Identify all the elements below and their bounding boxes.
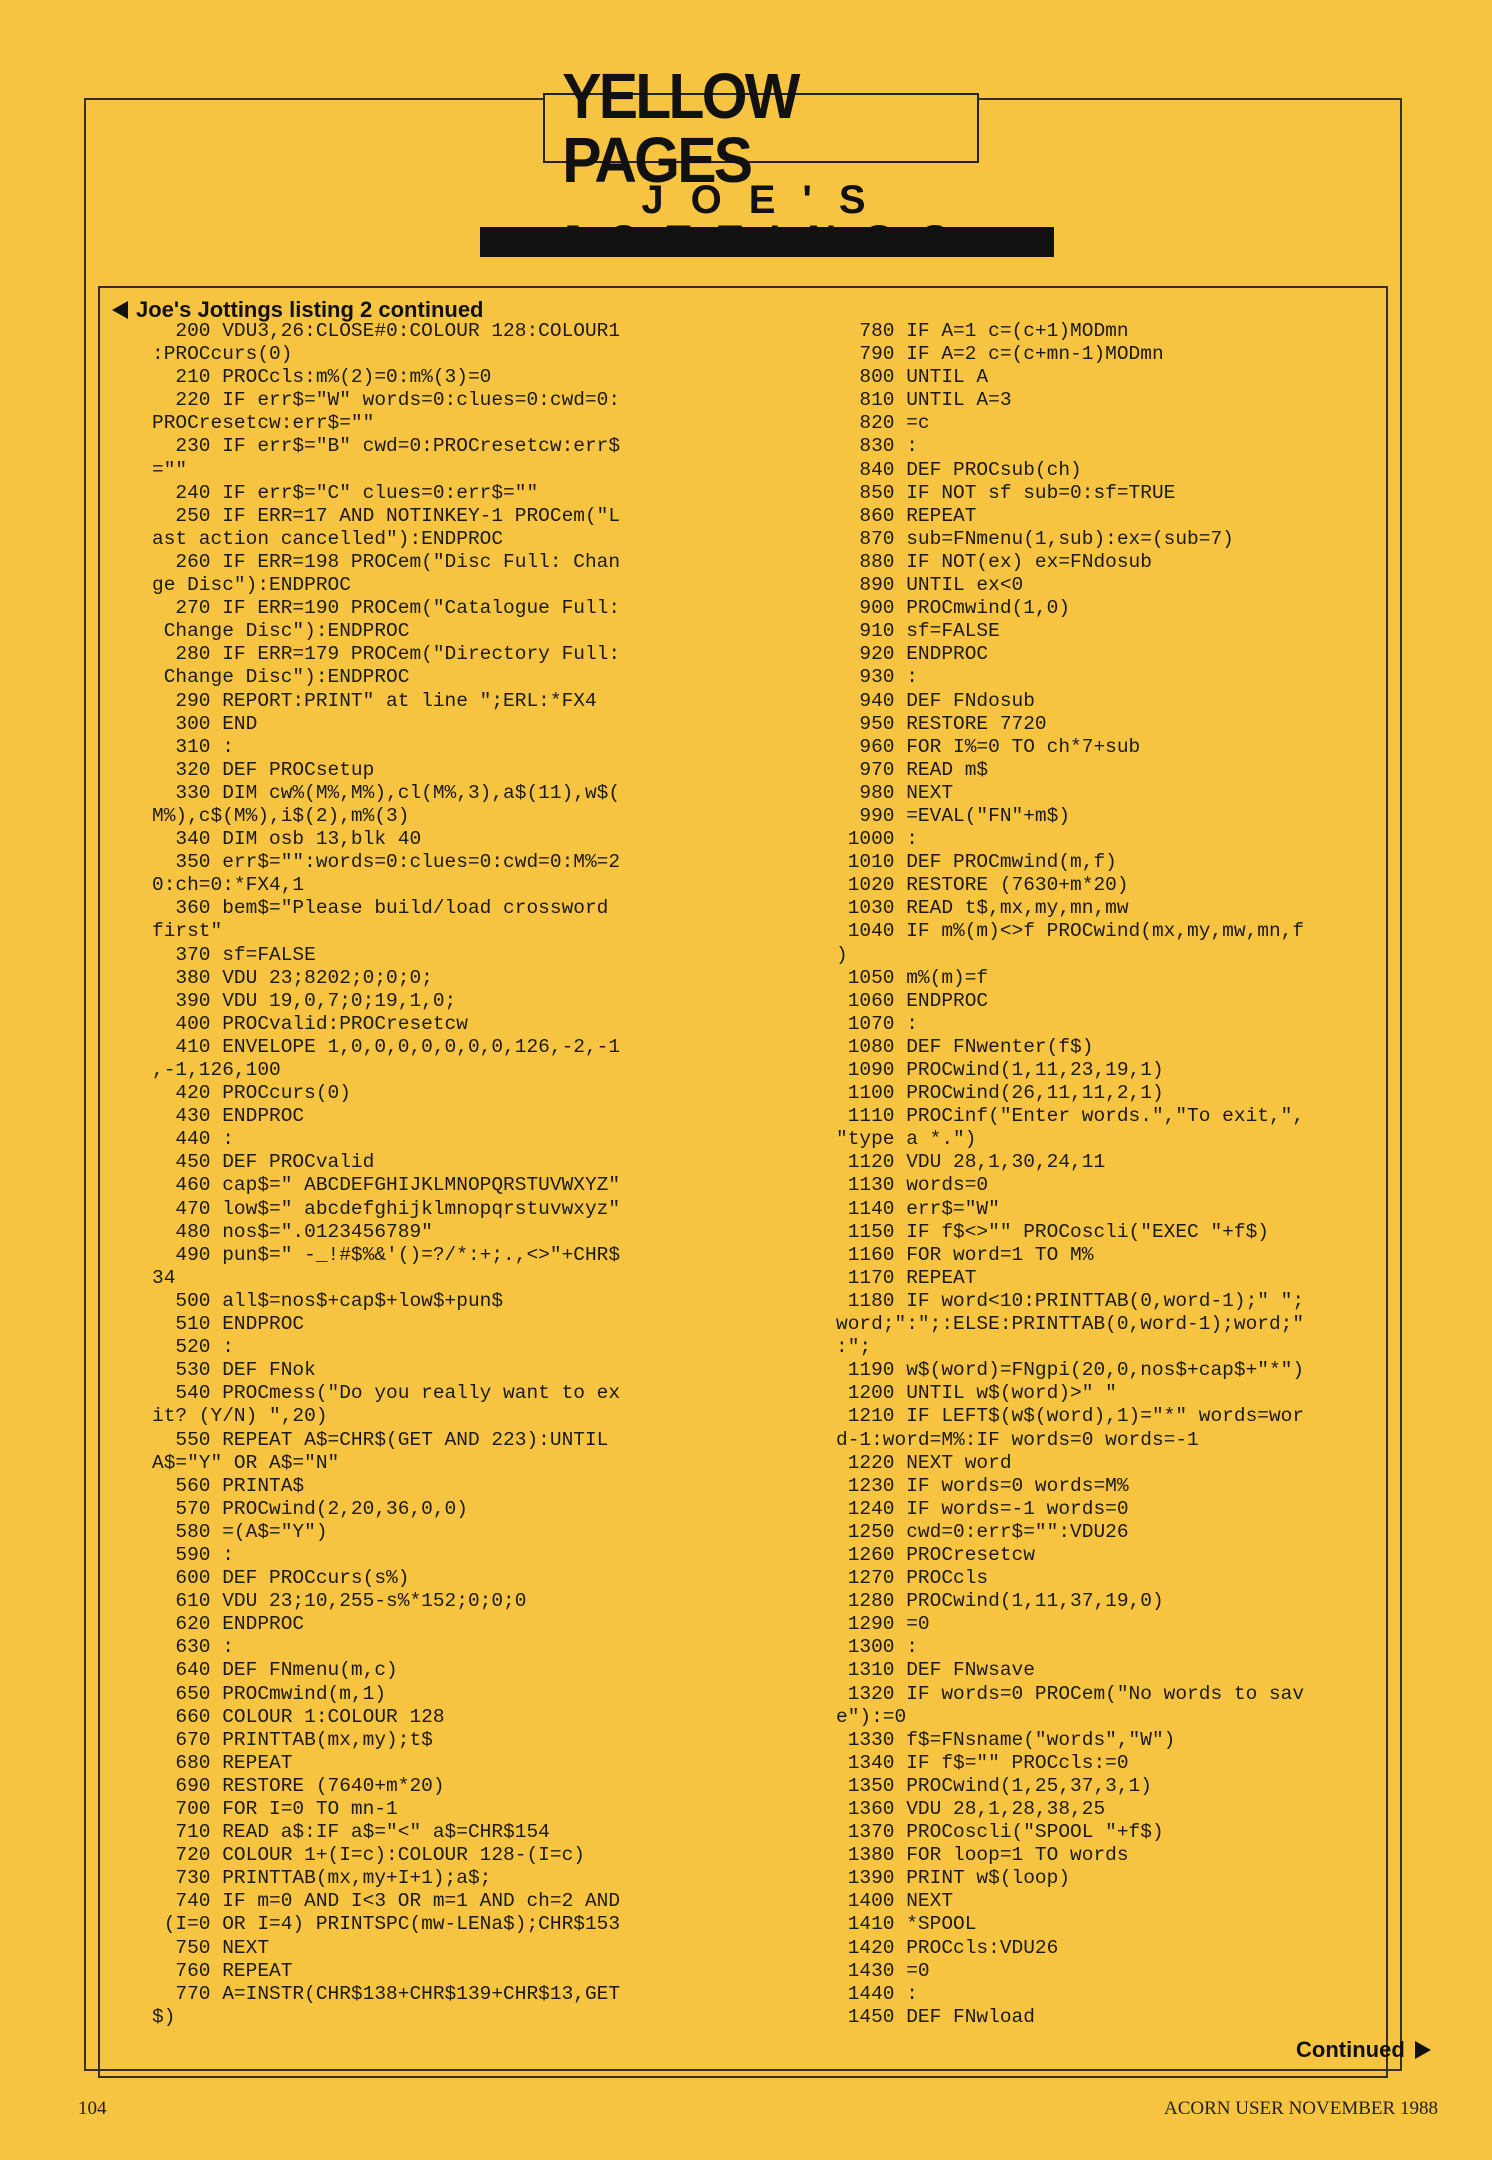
- code-line: 1140 err$="W": [836, 1197, 1000, 1220]
- code-line: 450 DEF PROCvalid: [152, 1151, 375, 1174]
- code-line: 1280 PROCwind(1,11,37,19,0): [836, 1590, 1164, 1613]
- code-line: 510 ENDPROC: [152, 1313, 305, 1336]
- code-line: 1060 ENDPROC: [836, 989, 989, 1012]
- code-line: 1320 IF words=0 PROCem("No words to sav: [836, 1682, 1305, 1705]
- code-line: 860 REPEAT: [836, 504, 977, 527]
- code-line: M%),c$(M%),i$(2),m%(3): [152, 804, 410, 827]
- code-line: 1120 VDU 28,1,30,24,11: [836, 1151, 1106, 1174]
- code-line: 1180 IF word<10:PRINTTAB(0,word-1);" ";: [836, 1289, 1305, 1312]
- code-line: 430 ENDPROC: [152, 1105, 305, 1128]
- code-line: 1250 cwd=0:err$="":VDU26: [836, 1520, 1129, 1543]
- code-line: 790 IF A=2 c=(c+mn-1)MODmn: [836, 343, 1164, 366]
- code-line: 300 END: [152, 712, 258, 735]
- code-line: 1450 DEF FNwload: [836, 2005, 1035, 2028]
- code-line: 500 all$=nos$+cap$+low$+pun$: [152, 1289, 504, 1312]
- code-line: 310 :: [152, 735, 234, 758]
- code-column-left: [152, 320, 620, 2029]
- code-line: 1440 :: [836, 1982, 918, 2005]
- code-line: 830 :: [836, 435, 918, 458]
- code-line: 290 REPORT:PRINT" at line ";ERL:*FX4: [152, 689, 597, 712]
- code-line: 1310 DEF FNwsave: [836, 1659, 1035, 1682]
- code-line: :";: [836, 1336, 872, 1359]
- code-line: 1410 *SPOOL: [836, 1913, 977, 1936]
- code-line: 580 =(A$="Y"): [152, 1520, 328, 1543]
- code-line: 640 DEF FNmenu(m,c): [152, 1659, 398, 1682]
- code-line: d-1:word=M%:IF words=0 words=-1: [836, 1428, 1199, 1451]
- code-line: 1050 m%(m)=f: [836, 966, 989, 989]
- code-line: 780 IF A=1 c=(c+1)MODmn: [836, 320, 1129, 342]
- code-line: 1150 IF f$<>"" PROCoscli("EXEC "+f$): [836, 1220, 1269, 1243]
- code-line: 360 bem$="Please build/load crossword: [152, 897, 609, 920]
- code-line: 1260 PROCresetcw: [836, 1543, 1035, 1566]
- code-line: 1240 IF words=-1 words=0: [836, 1497, 1129, 1520]
- code-line: 1380 FOR loop=1 TO words: [836, 1844, 1129, 1867]
- code-line: 380 VDU 23;8202;0;0;0;: [152, 966, 433, 989]
- code-line: 850 IF NOT sf sub=0:sf=TRUE: [836, 481, 1176, 504]
- code-line: 970 READ m$: [836, 758, 989, 781]
- code-line: 820 =c: [836, 412, 930, 435]
- code-line: 1190 w$(word)=FNgpi(20,0,nos$+cap$+"*"): [836, 1359, 1305, 1382]
- code-line: 730 PRINTTAB(mx,my+I+1);a$;: [152, 1867, 492, 1890]
- code-line: 1420 PROCcls:VDU26: [836, 1936, 1059, 1959]
- code-line: 390 VDU 19,0,7;0;19,1,0;: [152, 989, 457, 1012]
- code-line: first": [152, 920, 223, 943]
- code-line: 550 REPEAT A$=CHR$(GET AND 223):UNTIL: [152, 1428, 609, 1451]
- code-line: 1040 IF m%(m)<>f PROCwind(mx,my,mw,mn,f: [836, 920, 1305, 943]
- code-line: 260 IF ERR=198 PROCem("Disc Full: Chan: [152, 550, 621, 573]
- code-line: 1090 PROCwind(1,11,23,19,1): [836, 1059, 1164, 1081]
- code-line: 630 :: [152, 1636, 234, 1659]
- code-line: 610 VDU 23;10,255-s%*152;0;0;0: [152, 1590, 527, 1613]
- code-line: 410 ENVELOPE 1,0,0,0,0,0,0,0,126,-2,-1: [152, 1035, 621, 1058]
- code-line: 660 COLOUR 1:COLOUR 128: [152, 1705, 445, 1728]
- code-line: 520 :: [152, 1336, 234, 1359]
- code-line: 760 REPEAT: [152, 1959, 293, 1982]
- code-line: 340 DIM osb 13,blk 40: [152, 828, 422, 851]
- code-line: 680 REPEAT: [152, 1751, 293, 1774]
- code-line: 570 PROCwind(2,20,36,0,0): [152, 1497, 468, 1520]
- code-line: 480 nos$=".0123456789": [152, 1220, 433, 1243]
- code-line: PROCresetcw:err$="": [152, 412, 375, 435]
- code-line: ge Disc"):ENDPROC: [152, 574, 351, 597]
- code-line: 270 IF ERR=190 PROCem("Catalogue Full:: [152, 597, 621, 620]
- code-line: 1170 REPEAT: [836, 1266, 977, 1289]
- code-line: 400 PROCvalid:PROCresetcw: [152, 1012, 468, 1035]
- code-line: 1340 IF f$="" PROCcls:=0: [836, 1751, 1129, 1774]
- code-line: 650 PROCmwind(m,1): [152, 1682, 387, 1705]
- code-line: 980 NEXT: [836, 781, 954, 804]
- code-line: 880 IF NOT(ex) ex=FNdosub: [836, 550, 1152, 573]
- code-line: 350 err$="":words=0:clues=0:cwd=0:M%=2: [152, 851, 621, 874]
- code-line: 720 COLOUR 1+(I=c):COLOUR 128-(I=c): [152, 1844, 585, 1867]
- code-line: ast action cancelled"):ENDPROC: [152, 527, 504, 550]
- code-line: 930 :: [836, 666, 918, 689]
- code-line: 1160 FOR word=1 TO M%: [836, 1243, 1094, 1266]
- continued-marker: [1296, 2037, 1431, 2063]
- code-line: 1010 DEF PROCmwind(m,f): [836, 851, 1117, 874]
- subtitle-bar: [480, 227, 1054, 257]
- code-line: word;":";:ELSE:PRINTTAB(0,word-1);word;": [836, 1313, 1305, 1336]
- code-line: 590 :: [152, 1543, 234, 1566]
- code-line: A$="Y" OR A$="N": [152, 1451, 340, 1474]
- issue-label: ACORN USER NOVEMBER 1988: [1164, 2098, 1438, 2119]
- code-line: 470 low$=" abcdefghijklmnopqrstuvwxyz": [152, 1197, 621, 1220]
- code-line: 870 sub=FNmenu(1,sub):ex=(sub=7): [836, 527, 1234, 550]
- code-line: it? (Y/N) ",20): [152, 1405, 328, 1428]
- code-line: ="": [152, 458, 188, 481]
- code-line: ): [836, 943, 848, 966]
- code-line: 600 DEF PROCcurs(s%): [152, 1567, 410, 1590]
- code-line: 1370 PROCoscli("SPOOL "+f$): [836, 1821, 1164, 1844]
- section-title: YELLOW PAGES: [562, 60, 798, 196]
- code-line: 0:ch=0:*FX4,1: [152, 874, 305, 897]
- code-line: 1270 PROCcls: [836, 1567, 989, 1590]
- listing-heading-text: Joe's Jottings listing 2 continued: [136, 297, 484, 322]
- code-line: 990 =EVAL("FN"+m$): [836, 804, 1071, 827]
- code-line: 1000 :: [836, 828, 918, 851]
- code-line: 34: [152, 1266, 176, 1289]
- code-line: 690 RESTORE (7640+m*20): [152, 1774, 445, 1797]
- code-line: 900 PROCmwind(1,0): [836, 597, 1071, 620]
- code-line: 530 DEF FNok: [152, 1359, 316, 1382]
- code-line: "type a *."): [836, 1128, 977, 1151]
- code-line: 810 UNTIL A=3: [836, 389, 1012, 412]
- code-line: 1100 PROCwind(26,11,11,2,1): [836, 1082, 1164, 1105]
- code-line: 1080 DEF FNwenter(f$): [836, 1035, 1094, 1058]
- code-line: 840 DEF PROCsub(ch): [836, 458, 1082, 481]
- code-line: (I=0 OR I=4) PRINTSPC(mw-LENa$);CHR$153: [152, 1913, 621, 1936]
- code-line: 1300 :: [836, 1636, 918, 1659]
- code-line: 1330 f$=FNsname("words","W"): [836, 1728, 1176, 1751]
- code-line: $): [152, 2005, 176, 2028]
- code-line: 460 cap$=" ABCDEFGHIJKLMNOPQRSTUVWXYZ": [152, 1174, 621, 1197]
- code-line: 560 PRINTA$: [152, 1474, 305, 1497]
- code-line: 700 FOR I=0 TO mn-1: [152, 1798, 398, 1820]
- code-line: 1070 :: [836, 1012, 918, 1035]
- code-line: 1390 PRINT w$(loop): [836, 1867, 1071, 1890]
- code-line: 940 DEF FNdosub: [836, 689, 1035, 712]
- code-line: 740 IF m=0 AND I<3 OR m=1 AND ch=2 AND: [152, 1890, 621, 1913]
- code-line: 1210 IF LEFT$(w$(word),1)="*" words=wor: [836, 1405, 1305, 1428]
- code-line: Change Disc"):ENDPROC: [152, 620, 410, 643]
- code-line: 440 :: [152, 1128, 234, 1151]
- continued-label: Continued: [1296, 2037, 1405, 2062]
- arrow-left-icon: [112, 301, 128, 319]
- code-line: 770 A=INSTR(CHR$138+CHR$139+CHR$13,GET: [152, 1982, 621, 2005]
- code-line: 1130 words=0: [836, 1174, 989, 1197]
- arrow-right-icon: [1415, 2041, 1431, 2059]
- code-line: 280 IF ERR=179 PROCem("Directory Full:: [152, 643, 621, 666]
- code-line: 1430 =0: [836, 1959, 930, 1982]
- code-line: 620 ENDPROC: [152, 1613, 305, 1636]
- code-line: :PROCcurs(0): [152, 343, 293, 366]
- code-line: 750 NEXT: [152, 1936, 270, 1959]
- code-line: 490 pun$=" -_!#$%&'()=?/*:+;.,<>"+CHR$: [152, 1243, 621, 1266]
- code-line: 1230 IF words=0 words=M%: [836, 1474, 1129, 1497]
- code-line: 960 FOR I%=0 TO ch*7+sub: [836, 735, 1141, 758]
- code-line: e"):=0: [836, 1705, 907, 1728]
- code-line: 240 IF err$="C" clues=0:err$="": [152, 481, 539, 504]
- code-line: 920 ENDPROC: [836, 643, 989, 666]
- code-line: 330 DIM cw%(M%,M%),cl(M%,3),a$(11),w$(: [152, 781, 621, 804]
- code-line: 230 IF err$="B" cwd=0:PROCresetcw:err$: [152, 435, 621, 458]
- code-line: 1200 UNTIL w$(word)>" ": [836, 1382, 1117, 1405]
- section-title-box: [543, 60, 979, 196]
- code-line: 1350 PROCwind(1,25,37,3,1): [836, 1774, 1152, 1797]
- code-line: 200 VDU3,26:CLOSE#0:COLOUR 128:COLOUR1: [152, 320, 621, 342]
- code-line: ,-1,126,100: [152, 1059, 281, 1081]
- code-line: 710 READ a$:IF a$="<" a$=CHR$154: [152, 1821, 550, 1844]
- code-line: 950 RESTORE 7720: [836, 712, 1047, 735]
- code-line: 420 PROCcurs(0): [152, 1082, 351, 1105]
- code-line: 890 UNTIL ex<0: [836, 574, 1024, 597]
- code-line: 1360 VDU 28,1,28,38,25: [836, 1798, 1106, 1820]
- code-line: 1020 RESTORE (7630+m*20): [836, 874, 1129, 897]
- code-line: 210 PROCcls:m%(2)=0:m%(3)=0: [152, 366, 492, 389]
- code-line: Change Disc"):ENDPROC: [152, 666, 410, 689]
- code-line: 1110 PROCinf("Enter words.","To exit,",: [836, 1105, 1305, 1128]
- code-line: 1290 =0: [836, 1613, 930, 1636]
- code-line: 670 PRINTTAB(mx,my);t$: [152, 1728, 433, 1751]
- code-line: 220 IF err$="W" words=0:clues=0:cwd=0:: [152, 389, 621, 412]
- code-line: 1030 READ t$,mx,my,mn,mw: [836, 897, 1129, 920]
- code-line: 910 sf=FALSE: [836, 620, 1000, 643]
- code-line: 1220 NEXT word: [836, 1451, 1012, 1474]
- code-line: 370 sf=FALSE: [152, 943, 316, 966]
- code-line: 320 DEF PROCsetup: [152, 758, 375, 781]
- code-line: 250 IF ERR=17 AND NOTINKEY-1 PROCem("L: [152, 504, 621, 527]
- code-line: 1400 NEXT: [836, 1890, 954, 1913]
- page-number: 104: [78, 2098, 107, 2119]
- code-line: 540 PROCmess("Do you really want to ex: [152, 1382, 621, 1405]
- code-column-right: [836, 320, 1304, 2029]
- code-line: 800 UNTIL A: [836, 366, 989, 389]
- column-subtitle: JOE'S: [641, 178, 893, 222]
